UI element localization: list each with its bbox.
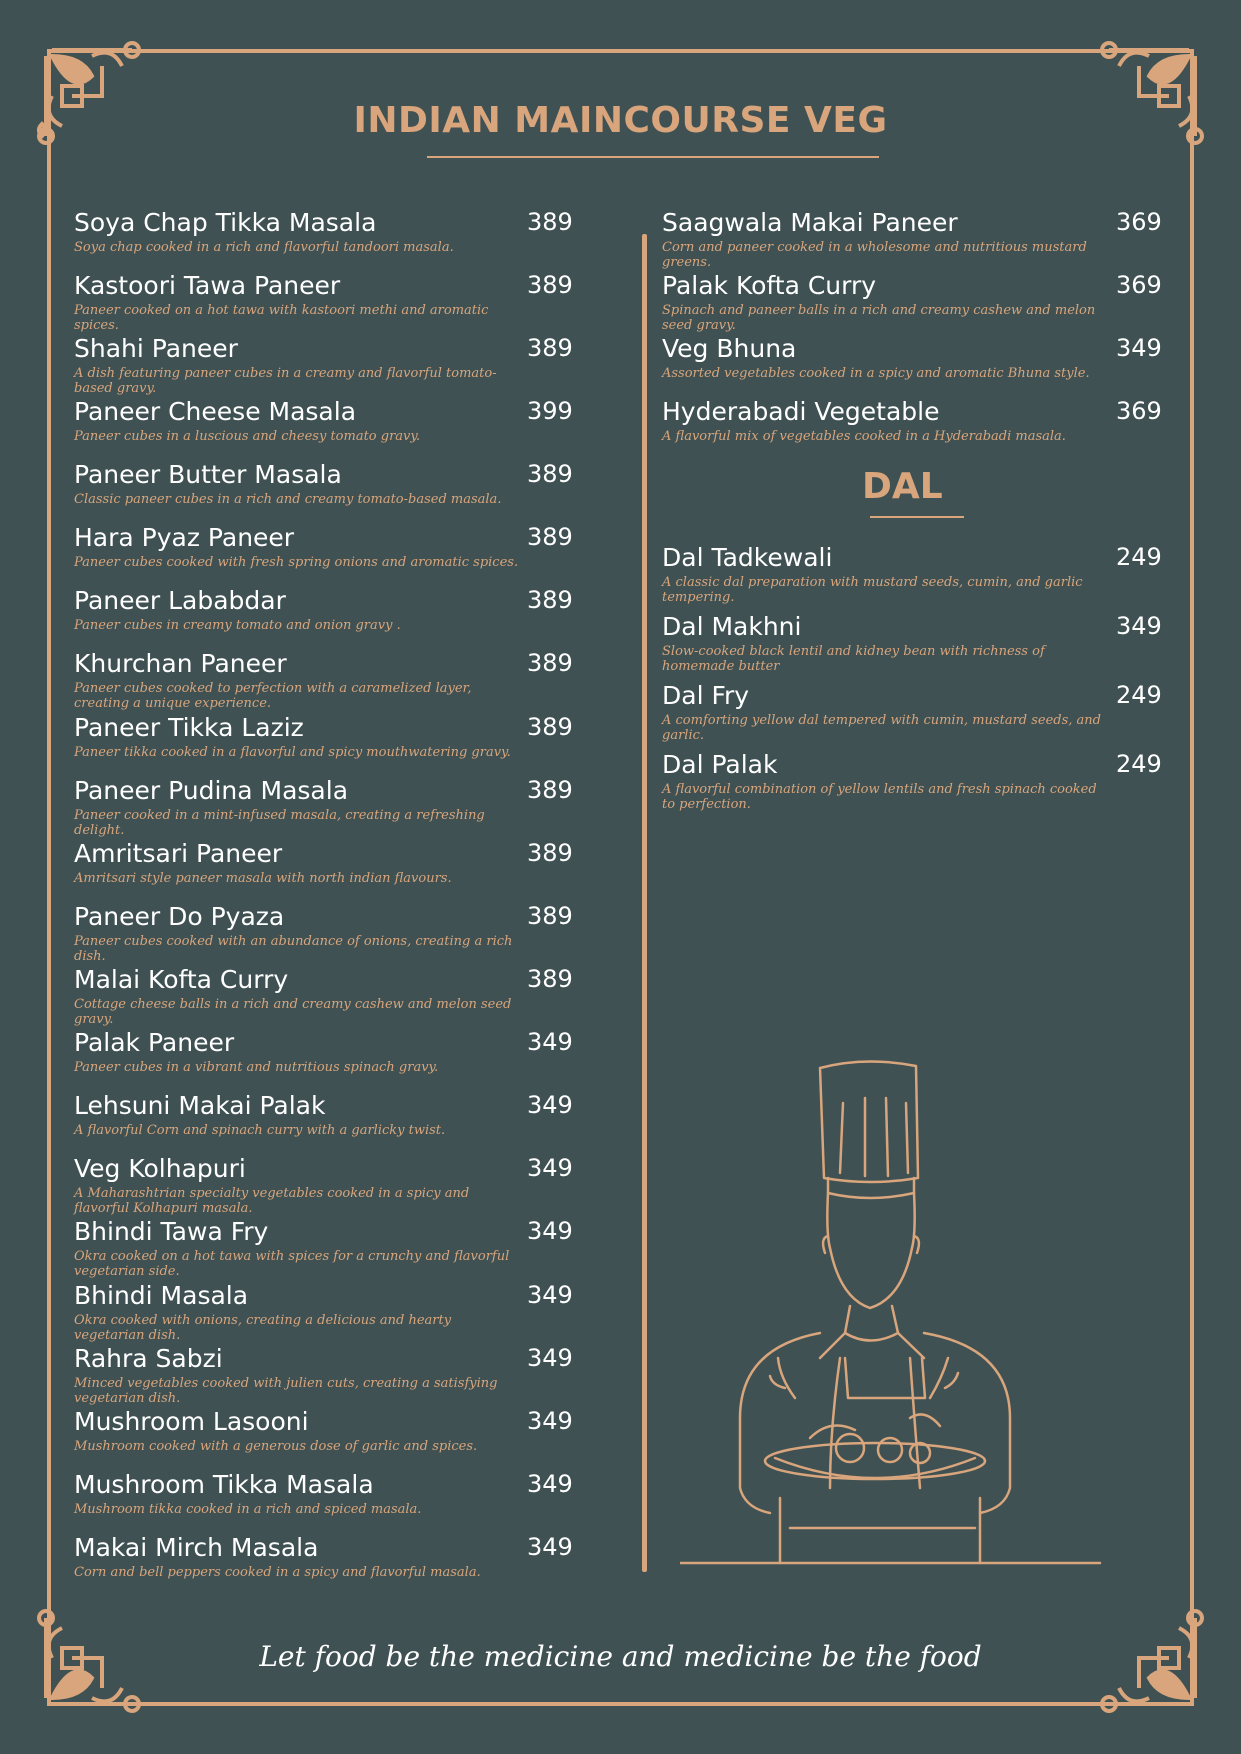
menu-item-name: Paneer Butter Masala <box>74 460 342 489</box>
menu-item-description: Okra cooked with onions, creating a delicious and hearty vegetarian dish. <box>74 1313 452 1343</box>
menu-item-name: Paneer Cheese Masala <box>74 397 357 426</box>
menu-item-name: Veg Kolhapuri <box>74 1154 246 1183</box>
menu-item-name: Shahi Paneer <box>74 334 238 363</box>
menu-item-description: Cottage cheese balls in a rich and creamy cashew and melon seed gravy. <box>74 997 512 1027</box>
menu-item <box>74 586 573 636</box>
menu-item-description: Assorted vegetables cooked in a spicy and aromatic Bhuna style. <box>662 366 1090 381</box>
menu-item <box>74 713 573 763</box>
menu-item <box>74 1470 573 1520</box>
menu-item <box>74 1407 573 1457</box>
menu-item-description: Paneer cubes cooked to perfection with a caramelized layer, creating a unique experience. <box>74 681 472 711</box>
menu-item-description: Paneer cubes in a luscious and cheesy tomato gravy. <box>74 429 421 444</box>
menu-item-description: A flavorful Corn and spinach curry with a garlicky twist. <box>74 1123 446 1138</box>
menu-item <box>74 271 573 333</box>
menu-item <box>74 1533 573 1583</box>
chef-illustration-icon <box>680 1058 1110 1568</box>
menu-item-name: Mushroom Lasooni <box>74 1407 309 1436</box>
menu-item <box>74 776 573 838</box>
menu-item-name: Paneer Lababdar <box>74 586 286 615</box>
menu-item-description: A flavorful mix of vegetables cooked in a Hyderabadi masala. <box>662 429 1066 444</box>
menu-item-price: 349 <box>527 1091 573 1119</box>
menu-item-name: Dal Palak <box>662 750 778 779</box>
menu-item-price: 349 <box>527 1407 573 1435</box>
menu-item-price: 389 <box>527 523 573 551</box>
menu-item-name: Bhindi Tawa Fry <box>74 1217 269 1246</box>
menu-item <box>74 1091 573 1141</box>
menu-item-price: 349 <box>1116 334 1162 362</box>
menu-item-price: 389 <box>527 902 573 930</box>
menu-item-name: Soya Chap Tikka Masala <box>74 208 377 237</box>
menu-item <box>662 397 1162 447</box>
menu-item-price: 389 <box>527 776 573 804</box>
menu-item-name: Hyderabadi Vegetable <box>662 397 940 426</box>
menu-item-price: 369 <box>1116 208 1162 236</box>
menu-item-name: Saagwala Makai Paneer <box>662 208 958 237</box>
menu-item-price: 349 <box>527 1533 573 1561</box>
menu-item-price: 389 <box>527 649 573 677</box>
menu-item-price: 349 <box>527 1217 573 1245</box>
menu-item-name: Dal Makhni <box>662 612 802 641</box>
menu-item-price: 349 <box>1116 612 1162 640</box>
menu-item <box>662 208 1162 270</box>
menu-item-price: 249 <box>1116 681 1162 709</box>
menu-item-description: Paneer cubes cooked with an abundance of onions, creating a rich dish. <box>74 934 513 964</box>
menu-item-price: 389 <box>527 965 573 993</box>
menu-item-description: Corn and bell peppers cooked in a spicy and flavorful masala. <box>74 1565 481 1580</box>
menu-item <box>74 523 573 573</box>
menu-item-price: 349 <box>527 1154 573 1182</box>
menu-item <box>662 750 1162 812</box>
menu-item-description: Corn and paneer cooked in a wholesome and nutritious mustard greens. <box>662 240 1087 270</box>
menu-item-price: 389 <box>527 334 573 362</box>
menu-item-price: 389 <box>527 271 573 299</box>
menu-item-name: Veg Bhuna <box>662 334 797 363</box>
menu-item <box>74 839 573 889</box>
menu-item <box>74 1028 573 1078</box>
menu-item-price: 349 <box>527 1281 573 1309</box>
menu-item <box>74 965 573 1027</box>
menu-item-name: Malai Kofta Curry <box>74 965 289 994</box>
menu-item-description: Paneer cooked in a mint-infused masala, creating a refreshing delight. <box>74 808 485 838</box>
menu-item <box>74 1344 573 1406</box>
menu-item <box>74 1217 573 1279</box>
menu-item-description: A Maharashtrian specialty vegetables cooked in a spicy and flavorful Kolhapuri masala. <box>74 1186 470 1216</box>
menu-item-price: 369 <box>1116 397 1162 425</box>
menu-item-description: Minced vegetables cooked with julien cuts, creating a satisfying vegetarian dish. <box>74 1376 498 1406</box>
menu-item <box>74 460 573 510</box>
menu-item <box>74 902 573 964</box>
menu-item-description: Spinach and paneer balls in a rich and creamy cashew and melon seed gravy. <box>662 303 1096 333</box>
menu-item <box>74 334 573 396</box>
menu-item-price: 349 <box>527 1028 573 1056</box>
page-title: INDIAN MAINCOURSE VEG <box>353 100 888 141</box>
menu-item-price: 349 <box>527 1344 573 1372</box>
menu-item-name: Lehsuni Makai Palak <box>74 1091 326 1120</box>
menu-item-name: Hara Pyaz Paneer <box>74 523 295 552</box>
menu-item-price: 389 <box>527 713 573 741</box>
menu-item-description: Paneer tikka cooked in a flavorful and spicy mouthwatering gravy. <box>74 745 511 760</box>
column-divider <box>642 234 647 1572</box>
menu-item-description: Okra cooked on a hot tawa with spices for a crunchy and flavorful vegetarian side. <box>74 1249 510 1279</box>
title-underline <box>427 156 879 158</box>
menu-item-description: A dish featuring paneer cubes in a creamy and flavorful tomato-based gravy. <box>74 366 497 396</box>
menu-item-name: Palak Paneer <box>74 1028 235 1057</box>
menu-item <box>662 334 1162 384</box>
menu-item-price: 389 <box>527 839 573 867</box>
menu-item-description: Classic paneer cubes in a rich and creamy tomato-based masala. <box>74 492 502 507</box>
menu-item <box>662 681 1162 743</box>
dal-section-title: DAL <box>862 466 943 507</box>
menu-item-description: Mushroom tikka cooked in a rich and spiced masala. <box>74 1502 422 1517</box>
menu-item-name: Bhindi Masala <box>74 1281 249 1310</box>
menu-item-name: Makai Mirch Masala <box>74 1533 319 1562</box>
menu-item-name: Paneer Pudina Masala <box>74 776 349 805</box>
menu-item-description: A comforting yellow dal tempered with cumin, mustard seeds, and garlic. <box>662 713 1102 743</box>
menu-item-name: Amritsari Paneer <box>74 839 283 868</box>
menu-item <box>74 208 573 258</box>
menu-item-price: 399 <box>527 397 573 425</box>
menu-item-description: Amritsari style paneer masala with north indian flavours. <box>74 871 452 886</box>
menu-item-price: 389 <box>527 208 573 236</box>
menu-item-name: Paneer Do Pyaza <box>74 902 285 931</box>
menu-item-name: Mushroom Tikka Masala <box>74 1470 374 1499</box>
menu-item-name: Palak Kofta Curry <box>662 271 877 300</box>
menu-item-name: Rahra Sabzi <box>74 1344 223 1373</box>
menu-item-price: 249 <box>1116 543 1162 571</box>
menu-item <box>74 649 573 711</box>
menu-item-price: 369 <box>1116 271 1162 299</box>
menu-item-name: Paneer Tikka Laziz <box>74 713 304 742</box>
menu-item-description: Soya chap cooked in a rich and flavorful tandoori masala. <box>74 240 454 255</box>
dal-title-underline <box>870 516 964 518</box>
menu-item <box>74 1154 573 1216</box>
menu-item-price: 389 <box>527 460 573 488</box>
menu-item <box>662 271 1162 333</box>
menu-item <box>662 612 1162 674</box>
menu-item-price: 349 <box>527 1470 573 1498</box>
menu-item <box>662 543 1162 605</box>
menu-item-name: Khurchan Paneer <box>74 649 287 678</box>
menu-item-name: Dal Fry <box>662 681 750 710</box>
footer-quote: Let food be the medicine and medicine be the food <box>259 1640 982 1673</box>
menu-item-price: 389 <box>527 586 573 614</box>
menu-item-description: Paneer cooked on a hot tawa with kastoori methi and aromatic spices. <box>74 303 489 333</box>
menu-item-description: A flavorful combination of yellow lentils and fresh spinach cooked to perfection. <box>662 782 1097 812</box>
menu-item-description: Mushroom cooked with a generous dose of garlic and spices. <box>74 1439 478 1454</box>
menu-item-name: Kastoori Tawa Paneer <box>74 271 341 300</box>
menu-item <box>74 1281 573 1343</box>
menu-item-description: Paneer cubes cooked with fresh spring onions and aromatic spices. <box>74 555 519 570</box>
menu-item-description: Slow-cooked black lentil and kidney bean with richness of homemade butter <box>662 644 1045 674</box>
menu-item-price: 249 <box>1116 750 1162 778</box>
menu-item-description: Paneer cubes in creamy tomato and onion gravy . <box>74 618 401 633</box>
menu-item-description: Paneer cubes in a vibrant and nutritious spinach gravy. <box>74 1060 439 1075</box>
menu-item <box>74 397 573 447</box>
menu-item-name: Dal Tadkewali <box>662 543 833 572</box>
menu-item-description: A classic dal preparation with mustard seeds, cumin, and garlic tempering. <box>662 575 1083 605</box>
